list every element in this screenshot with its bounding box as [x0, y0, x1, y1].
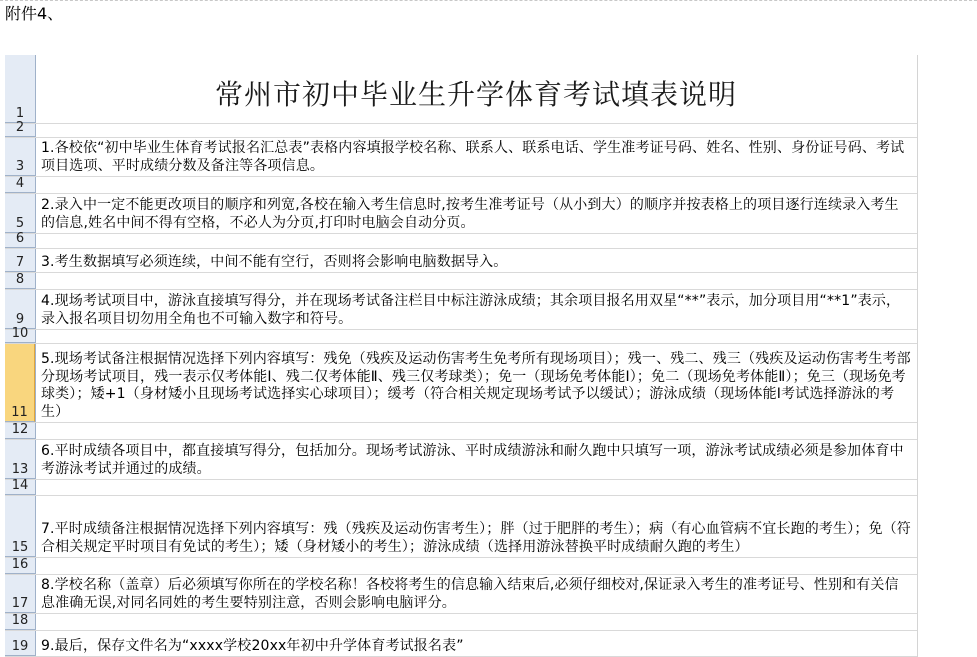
instruction-cell[interactable]: 6.平时成绩各项目中，都直接填写得分，包括加分。现场考试游泳、平时成绩游泳和耐久跑中只填写一项，游泳考试成绩必须是参加体育中考游泳考试并通过的成绩。	[41, 443, 904, 477]
row-number[interactable]: 10	[5, 330, 35, 343]
row-number[interactable]: 3	[5, 138, 35, 176]
row-number[interactable]: 17	[5, 575, 35, 613]
table-row	[5, 290, 917, 330]
table-cell[interactable]	[36, 614, 917, 630]
table-cell[interactable]	[36, 558, 917, 574]
row-number[interactable]: 19	[5, 631, 35, 656]
table-row	[5, 344, 917, 423]
instruction-cell[interactable]: 1.各校依“初中毕业生体育考试报名汇总表”表格内容填报学校名称、联系人、联系电话、学生准考证号码、姓名、性别、身份证号码、考试项目选项、平时成绩分数及备注等各项信息。	[41, 140, 905, 174]
row-number[interactable]: 9	[5, 290, 35, 329]
instruction-cell[interactable]: 8.学校名称（盖章）后必须填写你所在的学校名称！各校将考生的信息输入结束后,必须仔细校对,保证录入考生的准考证号、性别和有关信息准确无误,对同名同姓的考生要特别注意，否则会影响电脑评分。	[41, 577, 899, 611]
row-number[interactable]: 4	[5, 177, 35, 193]
row-number[interactable]: 8	[5, 273, 35, 289]
instruction-cell[interactable]: 4.现场考试项目中，游泳直接填写得分，并在现场考试备注栏目中标注游泳成绩；其余项目报名用双星“**”表示，加分项目用“**1”表示，录入报名项目切勿用全角也不可输入数字和符号。	[41, 293, 901, 327]
row-number[interactable]: 6	[5, 234, 35, 248]
spreadsheet	[5, 55, 918, 657]
row-number[interactable]: 12	[5, 423, 35, 439]
row-number[interactable]: 14	[5, 480, 35, 495]
table-cell[interactable]	[36, 330, 917, 343]
table-cell[interactable]	[36, 423, 917, 439]
page-boundary-line	[0, 0, 977, 1]
table-row	[5, 120, 917, 138]
table-row	[5, 249, 917, 273]
instruction-cell[interactable]: 7.平时成绩备注根据情况选择下列内容填写：残（残疾及运动伤害考生）；胖（过于肥胖的考生）；病（有心血管病不宜长跑的考生）；免（符合相关规定平时项目有免试的考生）；矮（身材矮小的考生）；游泳成绩（选择用游泳替换平时成绩耐久跑的考生）	[41, 521, 911, 555]
table-row	[5, 55, 917, 124]
instruction-cell[interactable]: 2.录入中一定不能更改项目的顺序和列宽,各校在输入考生信息时,按考生准考证号（从小到大）的顺序并按表格上的项目逐行连续录入考生的信息,姓名中间不得有空格，不必人为分页,打印时电脑会自动分页。	[41, 197, 899, 231]
row-number[interactable]: 18	[5, 614, 35, 630]
table-cell[interactable]	[36, 273, 917, 289]
row-number[interactable]: 16	[5, 558, 35, 574]
table-row	[5, 273, 917, 290]
table-row	[5, 138, 917, 177]
table-row	[5, 496, 917, 558]
row-number[interactable]: 5	[5, 194, 35, 233]
instruction-cell[interactable]: 3.考生数据填写必须连续，中间不能有空行，否则将会影响电脑数据导入。	[41, 253, 508, 270]
table-cell[interactable]	[36, 124, 917, 137]
row-number[interactable]: 13	[5, 440, 35, 479]
table-row	[5, 614, 917, 631]
table-row	[5, 440, 917, 480]
table-row	[5, 326, 917, 344]
table-row	[5, 231, 917, 249]
row-number[interactable]: 7	[5, 249, 35, 272]
table-row	[5, 631, 917, 657]
instruction-cell[interactable]: 9.最后，保存文件名为“xxxx学校20xx年初中升学体育考试报名表”	[41, 637, 464, 654]
table-row	[5, 177, 917, 194]
row-number[interactable]: 1	[5, 55, 35, 123]
row-number[interactable]: 2	[5, 124, 35, 137]
instruction-cell[interactable]: 5.现场考试备注根据情况选择下列内容填写：残免（残疾及运动伤害考生免考所有现场项目）；残一、残二、残三（残疾及运动伤害考生考部分现场考试项目，残一表示仅考体能Ⅰ、残二仅考体能Ⅱ、残三仅考球类）；免一（现场免考体能Ⅰ）；免二（现场免考体能Ⅱ）；免三（现场免考球类）；矮+1（身材矮小且现场考试选择实心球项目）；缓考（符合相关规定现场考试予以缓试）；游泳成绩（现场体能Ⅰ考试选择游泳的考生）	[41, 351, 911, 420]
table-row	[5, 423, 917, 440]
table-cell[interactable]	[36, 177, 917, 193]
attachment-label: 附件4、	[5, 4, 64, 23]
table-cell[interactable]	[36, 234, 917, 248]
row-number[interactable]: 15	[5, 496, 35, 557]
table-row	[5, 558, 917, 575]
row-number-selected[interactable]: 11	[5, 344, 35, 422]
table-row	[5, 480, 917, 496]
table-row	[5, 194, 917, 234]
page-title[interactable]: 常州市初中毕业生升学体育考试填表说明	[214, 77, 737, 111]
table-row	[5, 575, 917, 614]
table-cell[interactable]	[36, 480, 917, 495]
